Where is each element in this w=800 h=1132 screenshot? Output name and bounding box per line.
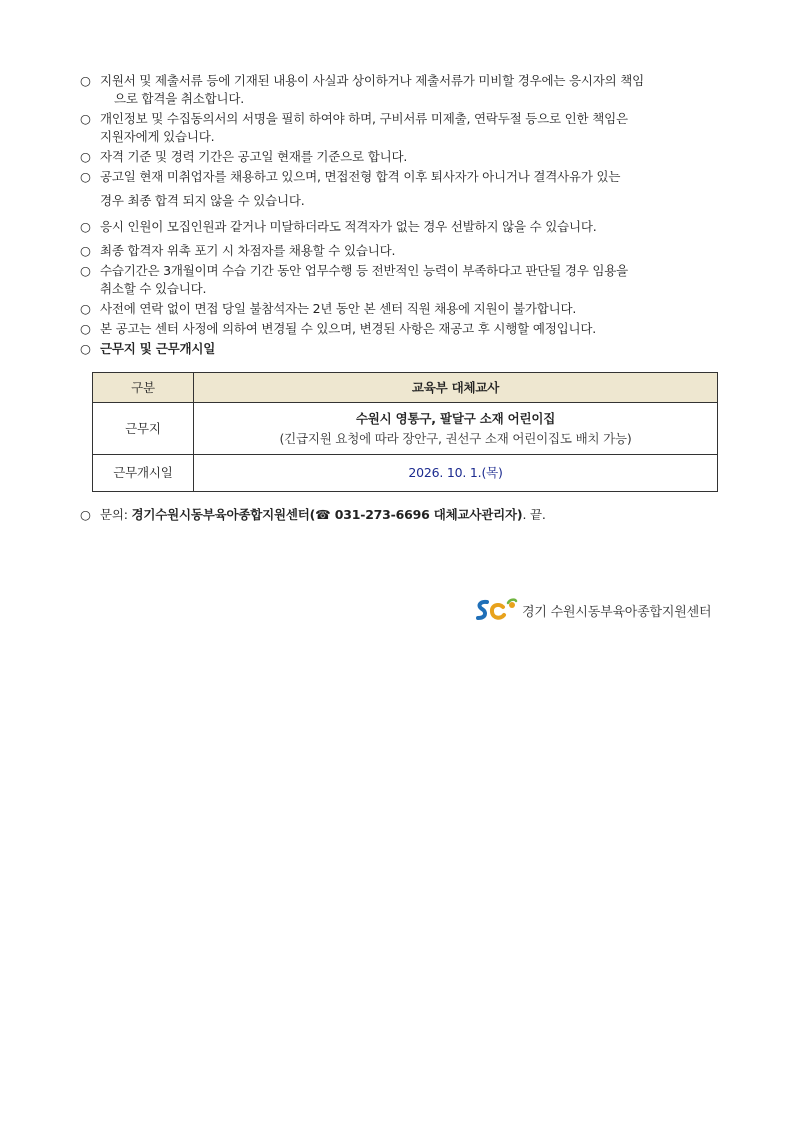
notice-list: [80, 72, 728, 358]
circle-bullet-icon: ○: [80, 169, 91, 184]
table-header-label: 구분: [93, 373, 194, 403]
notice-text-continued: 취소할 수 있습니다.: [100, 281, 207, 296]
circle-bullet-icon: ○: [80, 111, 91, 126]
notice-text: 본 공고는 센터 사정에 의하여 변경될 수 있으며, 변경된 사항은 재공고 후 시행할 예정입니다.: [100, 321, 596, 336]
table-row: [93, 455, 718, 492]
circle-bullet-icon: ○: [80, 507, 91, 522]
document-body: [80, 72, 728, 524]
notice-item: [80, 72, 728, 108]
circle-bullet-icon: ○: [80, 243, 91, 258]
section-heading: [80, 340, 728, 358]
circle-bullet-icon: ○: [80, 73, 91, 88]
work-info-table: [92, 372, 718, 492]
circle-bullet-icon: ○: [80, 263, 91, 278]
notice-item: [80, 148, 728, 166]
contact-prefix: 문의:: [100, 507, 132, 522]
notice-text: 지원서 및 제출서류 등에 기재된 내용이 사실과 상이하거나 제출서류가 미비할 경우에는 응시자의 책임: [100, 73, 645, 88]
notice-item: [80, 300, 728, 318]
notice-item: [80, 242, 728, 260]
location-cell: [194, 403, 718, 455]
start-date-label: 근무개시일: [93, 455, 194, 492]
notice-item: [80, 262, 728, 298]
notice-item: [80, 168, 728, 210]
table-header-row: [93, 373, 718, 403]
notice-text: 공고일 현재 미취업자를 채용하고 있으며, 면접전형 합격 이후 퇴사자가 아니거나 결격사유가 있는: [100, 169, 621, 184]
center-logo-icon: [474, 598, 518, 622]
notice-text: 최종 합격자 위촉 포기 시 차점자를 채용할 수 있습니다.: [100, 243, 396, 258]
circle-bullet-icon: ○: [80, 149, 91, 164]
notice-text-continued: 지원자에게 있습니다.: [100, 129, 215, 144]
location-main: 수원시 영통구, 팔달구 소재 어린이집: [355, 410, 556, 426]
location-sub: (긴급지원 요청에 따라 장안구, 권선구 소재 어린이집도 배치 가능): [279, 430, 632, 446]
contact-suffix: . 끝.: [522, 507, 546, 522]
circle-bullet-icon: ○: [80, 219, 91, 234]
notice-text: 응시 인원이 모집인원과 같거나 미달하더라도 적격자가 없는 경우 선발하지 않을 수 있습니다.: [100, 219, 597, 234]
section-heading-text: 근무지 및 근무개시일: [100, 341, 216, 356]
notice-text: 수습기간은 3개월이며 수습 기간 동안 업무수행 등 전반적인 능력이 부족하다고 판단될 경우 임용을: [100, 263, 629, 278]
circle-bullet-icon: ○: [80, 321, 91, 336]
notice-text-continued: 경우 최종 합격 되지 않을 수 있습니다.: [100, 193, 305, 208]
table-row: [93, 403, 718, 455]
notice-text-continued: 으로 합격을 취소합니다.: [114, 91, 245, 106]
contact-org: 경기수원시동부육아종합지원센터(☎ 031-273-6696 대체교사관리자): [131, 507, 523, 522]
notice-item: [80, 110, 728, 146]
contact-line: [80, 506, 728, 524]
circle-bullet-icon: ○: [80, 301, 91, 316]
notice-item: [80, 218, 728, 236]
notice-text: 사전에 연락 없이 면접 당일 불참석자는 2년 동안 본 센터 직원 채용에 지원이 불가합니다.: [100, 301, 577, 316]
notice-item: [80, 320, 728, 338]
start-date-value: 2026. 10. 1.(목): [194, 455, 718, 492]
table-header-value: 교육부 대체교사: [194, 373, 718, 403]
location-label: 근무지: [93, 403, 194, 455]
circle-bullet-icon: ○: [80, 341, 91, 356]
notice-text: 개인정보 및 수집동의서의 서명을 필히 하여야 하며, 구비서류 미제출, 연락두절 등으로 인한 책임은: [100, 111, 628, 126]
center-logo: [474, 598, 711, 622]
notice-text: 자격 기준 및 경력 기간은 공고일 현재를 기준으로 합니다.: [100, 149, 408, 164]
center-logo-text: 경기 수원시동부육아종합지원센터: [522, 604, 712, 620]
